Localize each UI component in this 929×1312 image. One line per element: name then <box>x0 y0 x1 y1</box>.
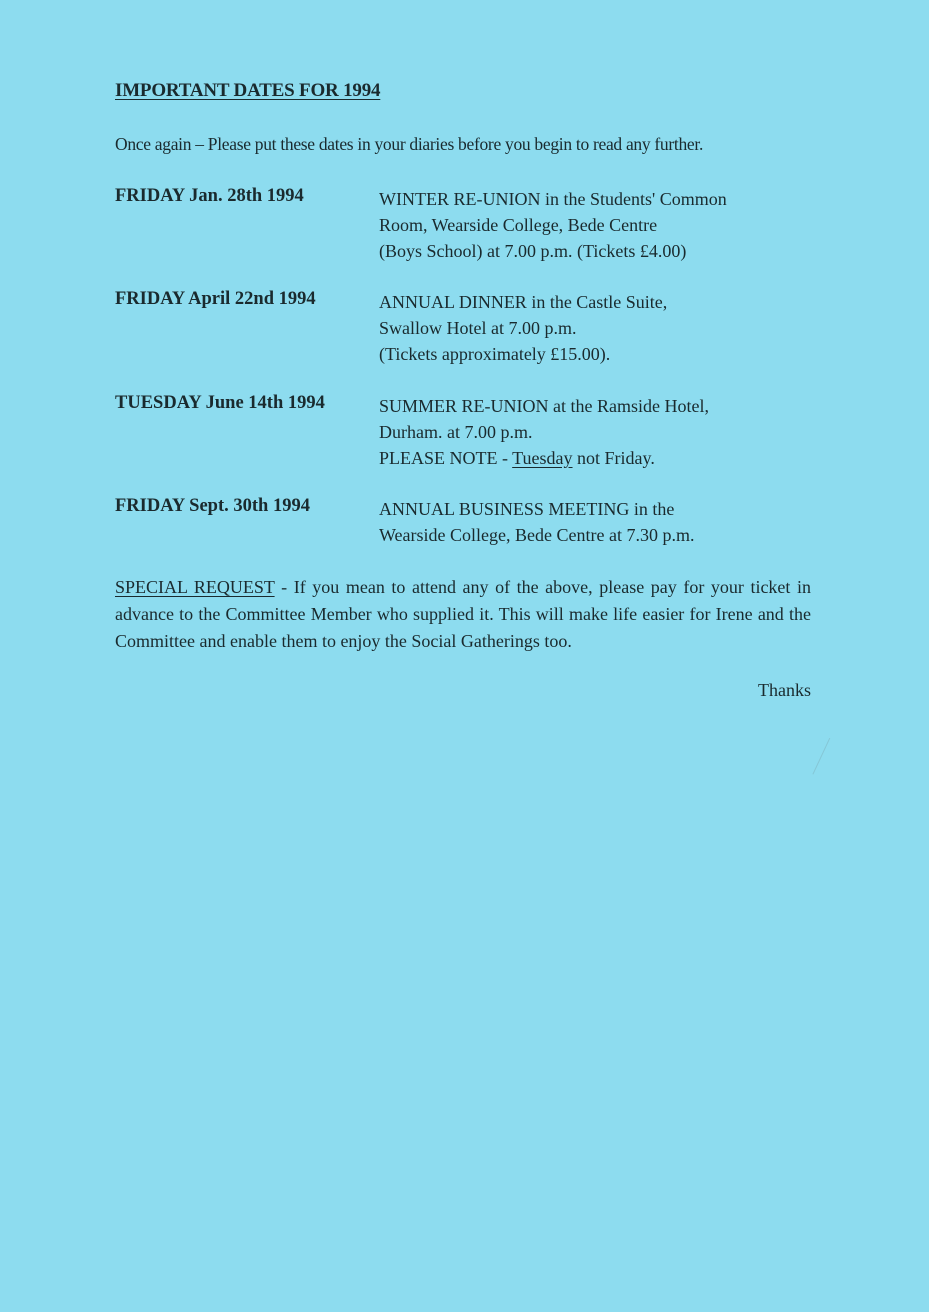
event-description <box>379 289 667 367</box>
event-line: WINTER RE-UNION in the Students' Common <box>379 189 727 209</box>
event-note <box>379 445 709 471</box>
event-line: Durham. at 7.00 p.m. <box>379 422 533 442</box>
event-line: SUMMER RE-UNION at the Ramside Hotel, <box>379 396 709 416</box>
event-date: TUESDAY June 14th 1994 <box>115 393 325 413</box>
event-description <box>379 393 709 471</box>
event-line: ANNUAL BUSINESS MEETING in the <box>379 499 675 519</box>
note-underlined: Tuesday <box>512 448 573 468</box>
event-line: ANNUAL DINNER in the Castle Suite, <box>379 292 668 312</box>
special-request-label: SPECIAL REQUEST <box>115 577 275 597</box>
event-description <box>379 496 694 548</box>
event-line: Room, Wearside College, Bede Centre <box>379 215 658 235</box>
intro-text: Once again – Please put these dates in your diaries before you begin to read any further. <box>115 134 704 154</box>
special-request-paragraph <box>115 574 811 655</box>
thanks-signoff: Thanks <box>758 680 811 700</box>
event-description <box>379 186 727 264</box>
note-prefix: PLEASE NOTE - <box>379 448 513 468</box>
paper-mark <box>812 738 846 782</box>
page-title: IMPORTANT DATES FOR 1994 <box>115 80 381 101</box>
event-line: Wearside College, Bede Centre at 7.30 p.m. <box>379 525 695 545</box>
event-line: (Boys School) at 7.00 p.m. (Tickets £4.00) <box>379 241 687 261</box>
event-date: FRIDAY April 22nd 1994 <box>115 289 316 309</box>
special-request-text: - If you mean to attend any of the above, please pay for your ticket in advance to the Committee Member who supplied it. This will make life easier for Irene and the Committee and enable them to enjoy the Social Gatherings too. <box>115 577 811 651</box>
note-suffix: not Friday. <box>572 448 655 468</box>
event-date: FRIDAY Jan. 28th 1994 <box>115 186 304 206</box>
event-line: (Tickets approximately £15.00). <box>379 344 611 364</box>
event-line: Swallow Hotel at 7.00 p.m. <box>379 318 577 338</box>
event-date: FRIDAY Sept. 30th 1994 <box>115 496 310 516</box>
